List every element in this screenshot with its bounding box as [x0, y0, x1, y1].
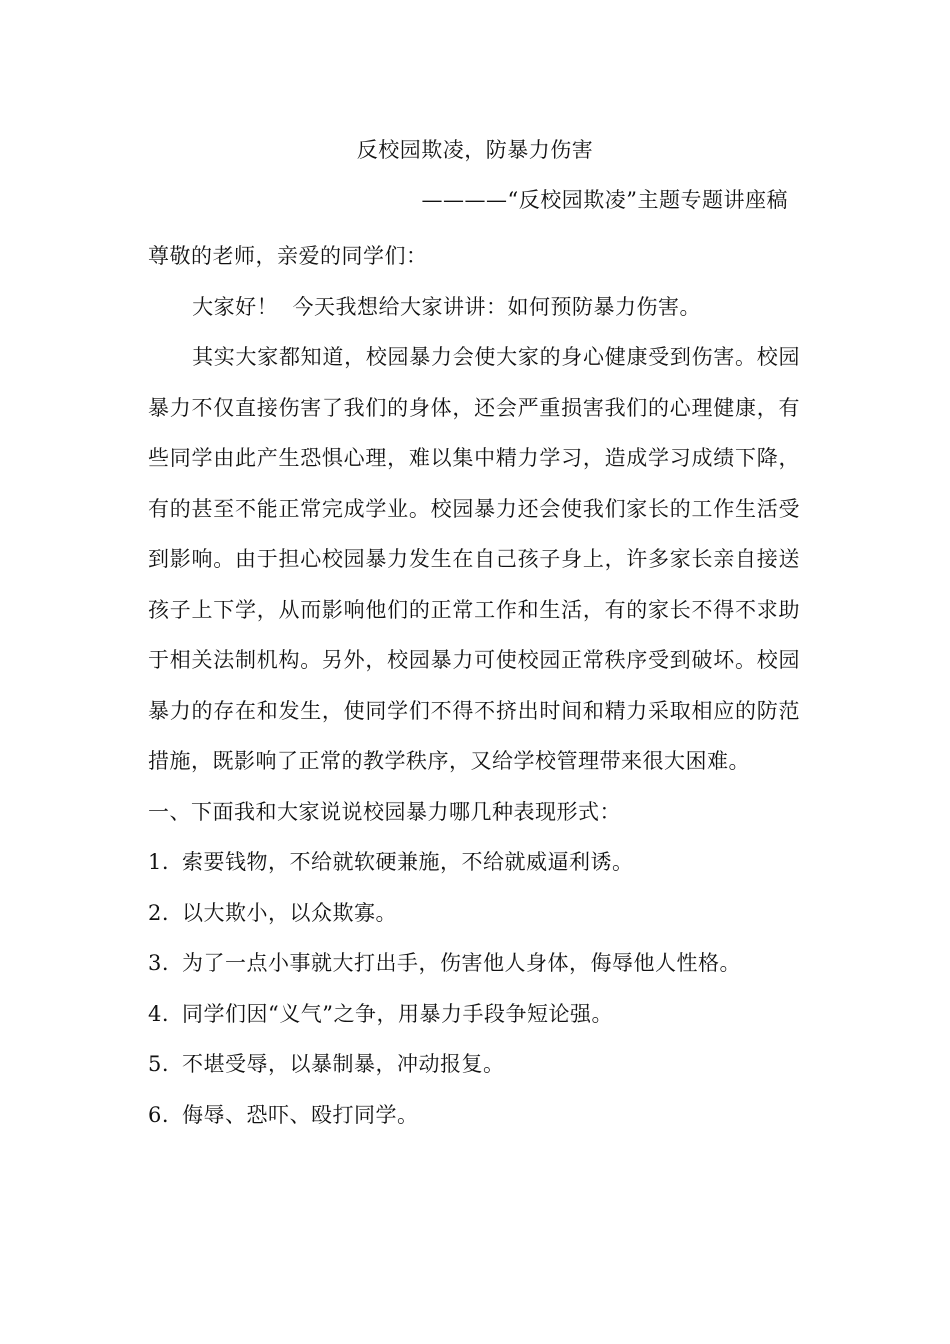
list-item-text: 不堪受辱，以暴制暴，冲动报复。 [182, 1052, 505, 1076]
greeting-paragraph: 大家好！ 今天我想给大家讲讲：如何预防暴力伤害。 [192, 294, 701, 319]
list-item [148, 837, 800, 888]
document-subtitle: ————“反校园欺凌”主题专题讲座稿 [421, 188, 788, 212]
section-heading: 一、下面我和大家说说校园暴力哪几种表现形式： [148, 799, 621, 824]
list-item-number: 1. [148, 850, 170, 874]
list-item [148, 938, 800, 989]
list-item-text: 以大欺小，以众欺寡。 [182, 900, 397, 925]
list-item-number: 2. [148, 900, 170, 925]
list-item-text: 为了一点小事就大打出手，伤害他人身体，侮辱他人性格。 [182, 951, 741, 975]
list-item-number: 4. [148, 1001, 170, 1026]
list-item-number: 6. [148, 1102, 170, 1127]
document-body [148, 231, 800, 1140]
list-item [148, 1090, 800, 1141]
list-item-text: 同学们因“义气”之争，用暴力手段争短论强。 [182, 1001, 613, 1026]
list-item [148, 989, 800, 1040]
list-item [148, 888, 800, 939]
list-item-text: 索要钱物，不给就软硬兼施，不给就威逼利诱。 [182, 850, 634, 874]
salutation: 尊敬的老师，亲爱的同学们： [148, 244, 428, 268]
list-item-text: 侮辱、恐吓、殴打同学。 [182, 1102, 419, 1127]
list-item-number: 3. [148, 951, 170, 975]
list-item [148, 1039, 800, 1090]
document-title: 反校园欺凌，防暴力伤害 [356, 138, 594, 162]
body-paragraph: 其实大家都知道，校园暴力会使大家的身心健康受到伤害。校园暴力不仅直接伤害了我们的身体，还会严重损害我们的心理健康，有些同学由此产生恐惧心理，难以集中精力学习，造成学习成绩下降，有的甚至不能正常完成学业。校园暴力还会使我们家长的工作生活受到影响。由于担心校园暴力发生在自己孩子身上，许多家长亲自接送孩子上下学，从而影响他们的正常工作和生活，有的家长不得不求助于相关法制机构。另外，校园暴力可使校园正常秩序受到破坏。校园暴力的存在和发生，使同学们不得不挤出时间和精力采取相应的防范措施，既影响了正常的教学秩序，又给学校管理带来很大困难。 [148, 345, 800, 773]
list-item-number: 5. [148, 1052, 170, 1076]
